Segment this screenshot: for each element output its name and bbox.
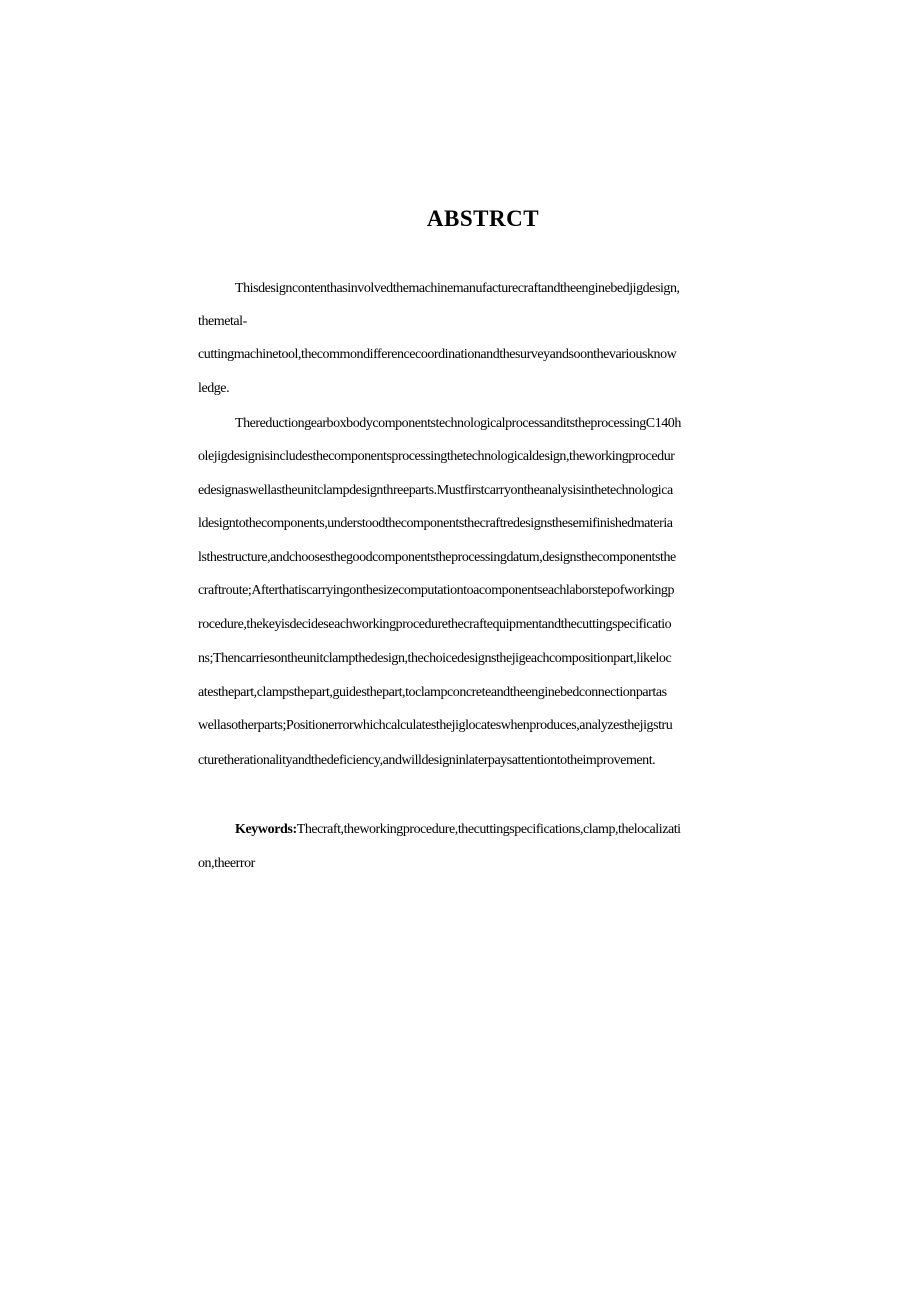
paragraph-2-line-8: ns;Thencarriesontheunitclampthedesign,thechoicedesignsthejigeachcompositionpart,likeloc — [198, 651, 672, 666]
keywords-line-2: on,theerror — [198, 856, 255, 871]
keywords-line-1 — [235, 821, 681, 839]
paragraph-2-line-9: atesthepart,clampsthepart,guidesthepart,toclampconcreteandtheenginebedconnectionpartas — [198, 685, 667, 700]
abstract-heading: ABSTRCT — [426, 206, 540, 231]
paragraph-1-line-2: themetal- — [198, 314, 247, 329]
paragraph-2-line-11: cturetherationalityandthedeficiency,andwilldesigninlaterpaysattentiontotheimprovement. — [198, 753, 656, 768]
paragraph-2-line-5: lsthestructure,andchoosesthegoodcomponentstheprocessingdatum,designsthecomponentsthe — [198, 550, 676, 565]
paragraph-2-line-10: wellasotherparts;Positionerrorwhichcalculatesthejiglocateswhenproduces,analyzesthejigstru — [198, 718, 673, 733]
paragraph-2-line-4: ldesigntothecomponents,understoodthecomponentsthecraftredesignsthesemifinishedmateria — [198, 516, 673, 531]
keywords-text-1: Thecraft,theworkingprocedure,thecuttingspecifications,clamp,thelocalizati — [296, 822, 681, 837]
paragraph-1-line-1: Thisdesigncontenthasinvolvedthemachinemanufacturecraftandtheenginebedjigdesign, — [235, 281, 680, 296]
paragraph-2-line-6: craftroute;Afterthatiscarryingonthesizecomputationtoacomponentseachlaborstepofworkingp — [198, 583, 675, 598]
paragraph-1-line-3: cuttingmachinetool,thecommondifferencecoordinationandthesurveyandsoonthevariousknow — [198, 347, 677, 362]
keywords-label: Keywords: — [235, 822, 297, 837]
paragraph-2-line-7: rocedure,thekeyisdecideseachworkingprocedurethecraftequipmentandthecuttingspecificatio — [198, 617, 672, 632]
paragraph-2-line-3: edesignaswellastheunitclampdesignthreeparts.Mustfirstcarryontheanalysisinthetechnologica — [198, 483, 673, 498]
paragraph-2-line-2: olejigdesignisincludesthecomponentsprocessingthetechnologicaldesign,theworkingprocedur — [198, 449, 675, 464]
paragraph-2-line-1: ThereductiongearboxbodycomponentstechnologicalprocessanditstheprocessingC140h — [235, 416, 681, 431]
paragraph-1-line-4: ledge. — [198, 381, 230, 396]
